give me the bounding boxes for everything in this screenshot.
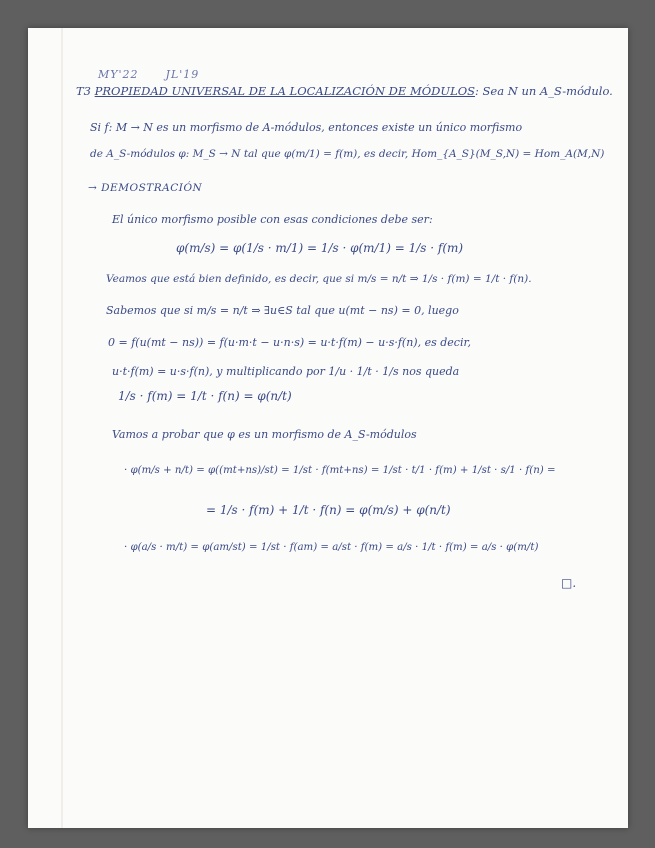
statement-line-2: de A_S-módulos φ: M_S → N tal que φ(m/1) = f(m), es decir, Hom_{A_S}(M_S,N) = Hom_A(M,N) [90, 148, 605, 160]
proof-line-11: · φ(a/s · m/t) = φ(am/st) = 1/st · f(am) = a/st · f(m) = a/s · 1/t · f(m) = a/s · φ(m/t) [124, 542, 539, 553]
proof-line-3: Veamos que está bien definido, es decir, que si m/s = n/t ⇒ 1/s · f(m) = 1/t · f(n). [106, 273, 532, 285]
theorem-title [76, 84, 613, 98]
proof-line-4: Sabemos que si m/s = n/t ⇒ ∃u∈S tal que u(mt − ns) = 0, luego [106, 304, 459, 317]
header-group: JL'19 [165, 68, 200, 81]
proof-line-7: 1/s · f(m) = 1/t · f(n) = φ(n/t) [118, 389, 292, 403]
proof-line-1: El único morfismo posible con esas condiciones debe ser: [112, 213, 433, 226]
qed-mark: □. [561, 576, 577, 590]
statement-line-1: Si f: M → N es un morfismo de A-módulos, entonces existe un único morfismo [90, 121, 523, 134]
theorem-heading: PROPIEDAD UNIVERSAL DE LA LOCALIZACIÓN DE MÓDULOS [94, 84, 476, 98]
notebook-page [28, 28, 628, 828]
theorem-title-tail: : Sea N un A_S-módulo. [475, 84, 613, 98]
proof-line-9: · φ(m/s + n/t) = φ((mt+ns)/st) = 1/st · f(mt+ns) = 1/st · t/1 · f(m) + 1/st · s/1 · f(n) = [124, 465, 556, 476]
header-course: MY'22 [98, 68, 139, 81]
proof-line-6: u·t·f(m) = u·s·f(n), y multiplicando por 1/u · 1/t · 1/s nos queda [112, 365, 460, 378]
proof-line-10: = 1/s · f(m) + 1/t · f(n) = φ(m/s) + φ(n/t) [206, 503, 451, 517]
page-header [98, 68, 199, 81]
proof-line-8: Vamos a probar que φ es un morfismo de A_S-módulos [112, 428, 417, 441]
theorem-number: T3 [76, 84, 91, 98]
proof-line-5: 0 = f(u(mt − ns)) = f(u·m·t − u·n·s) = u·t·f(m) − u·s·f(n), es decir, [108, 336, 472, 349]
proof-line-2: φ(m/s) = φ(1/s · m/1) = 1/s · φ(m/1) = 1/s · f(m) [176, 241, 464, 255]
proof-heading: → DEMOSTRACIÓN [88, 182, 203, 194]
